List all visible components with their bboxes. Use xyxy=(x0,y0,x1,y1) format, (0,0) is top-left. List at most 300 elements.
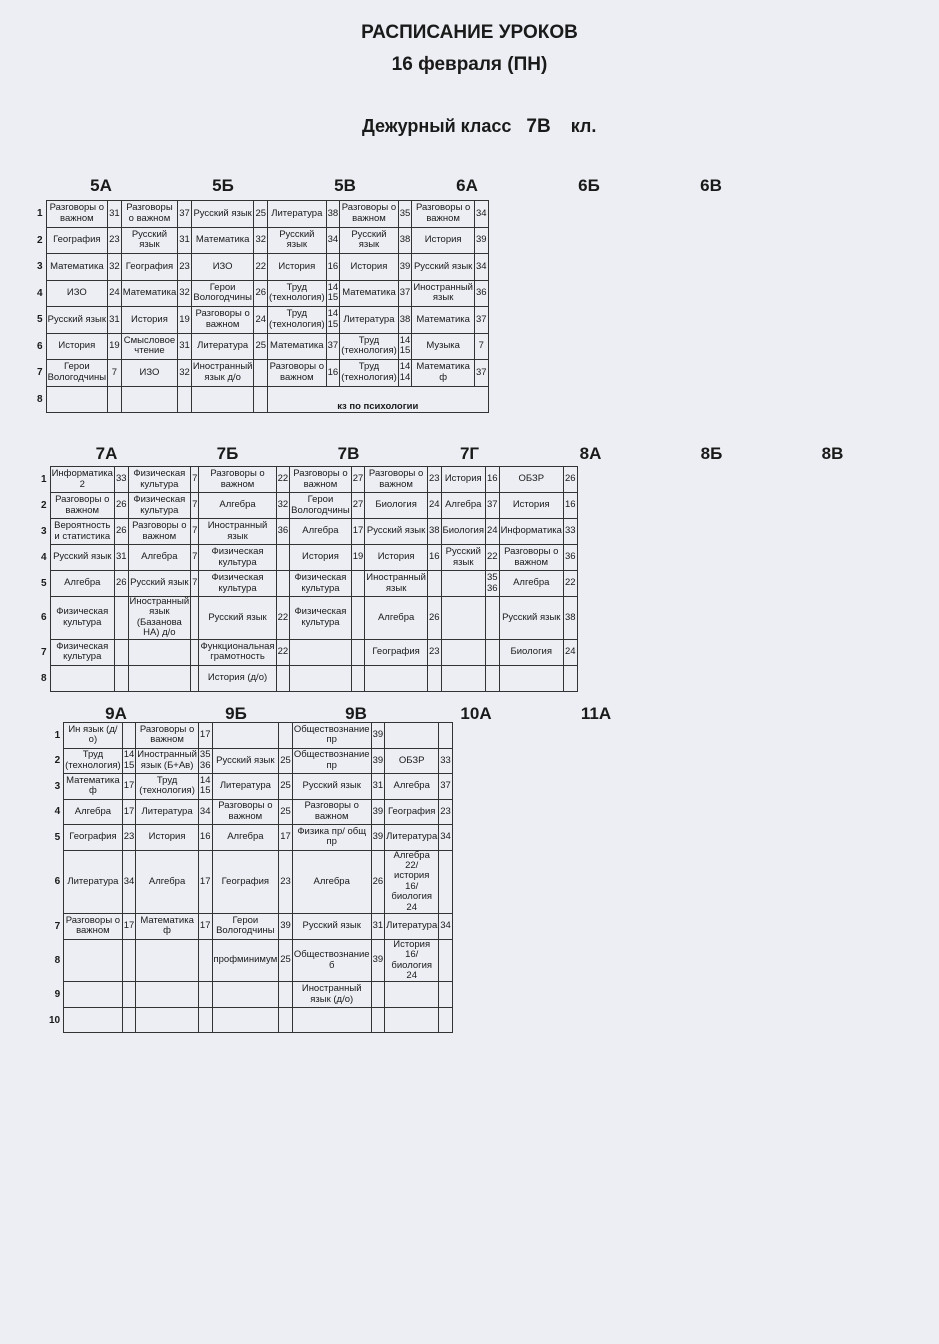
subject-cell: История xyxy=(499,493,563,519)
subject-cell xyxy=(136,982,199,1008)
subject-cell: Герои Вологодчины xyxy=(191,280,254,307)
room-cell xyxy=(351,571,365,597)
room-cell: 39 xyxy=(371,825,385,851)
room-cell: 34 xyxy=(439,825,453,851)
lesson-number: 3 xyxy=(48,774,64,800)
room-cell xyxy=(427,665,441,691)
subject-cell: ОБЗР xyxy=(499,467,563,493)
subject-cell: Герои Вологодчины xyxy=(46,360,108,387)
room-cell: 35 xyxy=(398,201,412,228)
room-cell: 22 xyxy=(485,545,499,571)
subject-cell: Разговоры о важном xyxy=(365,467,428,493)
room-cell: 38 xyxy=(326,201,340,228)
room-cell xyxy=(279,1007,293,1033)
room-cell: 39 xyxy=(371,799,385,825)
subject-cell: Обществознание б xyxy=(292,939,371,982)
subject-cell: Иностранный язык xyxy=(199,519,276,545)
lesson-number: 3 xyxy=(40,519,50,545)
subject-cell: История xyxy=(290,545,352,571)
room-cell: 32 xyxy=(276,493,290,519)
lesson-row xyxy=(40,519,577,545)
room-cell xyxy=(439,982,453,1008)
room-cell: 25 xyxy=(254,201,268,228)
room-cell: 16 xyxy=(563,493,577,519)
subject-cell xyxy=(136,939,199,982)
room-cell xyxy=(439,1007,453,1033)
subject-cell: География xyxy=(212,850,279,914)
room-cell: 31 xyxy=(178,227,192,254)
room-cell: 27 xyxy=(351,493,365,519)
subject-cell: Литература xyxy=(191,333,254,360)
room-cell: 34 xyxy=(198,799,212,825)
room-cell xyxy=(191,597,199,640)
lesson-row xyxy=(40,571,577,597)
subject-cell: Иностранный язык xyxy=(365,571,428,597)
subject-cell: Русский язык xyxy=(121,227,178,254)
room-cell xyxy=(485,597,499,640)
subject-cell: Физическая культура xyxy=(290,571,352,597)
subject-cell: География xyxy=(64,825,123,851)
lesson-row xyxy=(36,201,488,228)
room-cell xyxy=(122,723,136,749)
room-cell: 22 xyxy=(563,571,577,597)
room-cell: 17 xyxy=(122,774,136,800)
subject-cell: Физическая культура xyxy=(290,597,352,640)
lesson-row xyxy=(48,1007,452,1033)
room-cell: 31 xyxy=(108,201,122,228)
subject-cell: Музыка xyxy=(412,333,475,360)
subject-cell: Русский язык xyxy=(292,774,371,800)
room-cell: 26 xyxy=(254,280,268,307)
subject-cell: Вероятность и статистика xyxy=(50,519,114,545)
room-cell: 39 xyxy=(371,723,385,749)
lesson-number: 2 xyxy=(40,493,50,519)
class-header: 8В xyxy=(821,444,844,463)
subject-cell: История xyxy=(136,825,199,851)
subject-cell: Русский язык xyxy=(412,254,475,281)
room-cell: 26 xyxy=(427,597,441,640)
room-cell: 17 xyxy=(198,850,212,914)
subject-cell: Математика xyxy=(412,307,475,334)
subject-cell: История xyxy=(121,307,178,334)
room-cell: 24 xyxy=(108,280,122,307)
room-cell: 16 xyxy=(427,545,441,571)
duty-class-line xyxy=(362,116,596,138)
subject-cell: Разговоры о важном xyxy=(340,201,399,228)
room-cell xyxy=(351,639,365,665)
subject-cell: Обществознание пр xyxy=(292,748,371,774)
subject-cell: Русский язык xyxy=(50,545,114,571)
room-cell: 39 xyxy=(371,939,385,982)
subject-cell xyxy=(385,982,439,1008)
room-cell: 33 xyxy=(114,467,128,493)
subject-cell: Алгебра xyxy=(64,799,123,825)
room-cell xyxy=(122,982,136,1008)
subject-cell: ИЗО xyxy=(46,280,108,307)
room-cell xyxy=(279,982,293,1008)
room-cell xyxy=(178,386,192,413)
subject-cell: Физическая культура xyxy=(128,467,191,493)
subject-cell: Литература xyxy=(212,774,279,800)
class-header: 5А xyxy=(90,176,112,195)
room-cell: 38 xyxy=(427,519,441,545)
subject-cell: ИЗО xyxy=(121,360,178,387)
subject-cell: География xyxy=(385,799,439,825)
subject-cell xyxy=(441,571,485,597)
lesson-number: 3 xyxy=(36,254,46,281)
class-header: 7А xyxy=(95,444,118,463)
room-cell: 34 xyxy=(326,227,340,254)
subject-cell: Математика xyxy=(191,227,254,254)
room-cell: 7 xyxy=(191,519,199,545)
subject-cell: Физическая культура xyxy=(199,545,276,571)
subject-cell xyxy=(441,665,485,691)
room-cell: 14 15 xyxy=(326,280,340,307)
class-header: 7Г xyxy=(459,444,480,463)
lesson-row xyxy=(36,254,488,281)
room-cell: 24 xyxy=(254,307,268,334)
duty-label: Дежурный класс xyxy=(362,116,512,136)
room-cell: 17 xyxy=(279,825,293,851)
lesson-row xyxy=(48,939,452,982)
subject-cell: Математика xyxy=(46,254,108,281)
subject-cell: Алгебра xyxy=(136,850,199,914)
subject-cell: Русский язык xyxy=(128,571,191,597)
subject-cell: Ин язык (д/о) xyxy=(64,723,123,749)
room-cell: 7 xyxy=(191,571,199,597)
room-cell: 37 xyxy=(398,280,412,307)
room-cell xyxy=(351,665,365,691)
room-cell: 31 xyxy=(371,914,385,940)
class-header: 11А xyxy=(580,704,612,723)
room-cell: 24 xyxy=(427,493,441,519)
room-cell: 35 36 xyxy=(485,571,499,597)
subject-cell: Алгебра xyxy=(50,571,114,597)
subject-cell: Литература xyxy=(385,914,439,940)
room-cell: 16 xyxy=(326,254,340,281)
room-cell xyxy=(351,597,365,640)
room-cell: 32 xyxy=(178,360,192,387)
subject-cell: Алгебра xyxy=(499,571,563,597)
subject-cell: Физическая культура xyxy=(128,493,191,519)
room-cell xyxy=(276,665,290,691)
room-cell: 34 xyxy=(474,254,488,281)
subject-cell: Алгебра xyxy=(292,850,371,914)
subject-cell xyxy=(128,665,191,691)
subject-cell: Алгебра xyxy=(212,825,279,851)
room-cell xyxy=(439,939,453,982)
lesson-number: 10 xyxy=(48,1007,64,1033)
lesson-number: 5 xyxy=(48,825,64,851)
subject-cell: Разговоры о важном xyxy=(268,360,327,387)
subject-cell: Труд (технология) xyxy=(136,774,199,800)
room-cell: 39 xyxy=(371,748,385,774)
subject-cell: Алгебра xyxy=(128,545,191,571)
subject-cell: Русский язык xyxy=(212,748,279,774)
lesson-number: 8 xyxy=(36,386,46,413)
room-cell xyxy=(198,1007,212,1033)
lesson-number: 7 xyxy=(40,639,50,665)
subject-cell: Русский язык xyxy=(365,519,428,545)
room-cell: 16 xyxy=(198,825,212,851)
room-cell: 23 xyxy=(439,799,453,825)
lesson-row xyxy=(48,774,452,800)
room-cell: 14 15 xyxy=(122,748,136,774)
room-cell: 34 xyxy=(122,850,136,914)
lesson-number: 2 xyxy=(48,748,64,774)
room-cell: 22 xyxy=(276,639,290,665)
subject-cell: Иностранный язык д/о xyxy=(191,360,254,387)
room-cell: 24 xyxy=(563,639,577,665)
room-cell xyxy=(563,665,577,691)
subject-cell: Труд (технология) xyxy=(340,360,399,387)
subject-cell: Русский язык xyxy=(340,227,399,254)
room-cell xyxy=(114,639,128,665)
subject-cell: История xyxy=(46,333,108,360)
room-cell: 25 xyxy=(254,333,268,360)
subject-cell: Русский язык xyxy=(268,227,327,254)
subject-cell: Функциональная грамотность xyxy=(199,639,276,665)
lesson-number: 6 xyxy=(48,850,64,914)
lesson-number: 6 xyxy=(36,333,46,360)
room-cell: 31 xyxy=(371,774,385,800)
lesson-number: 7 xyxy=(48,914,64,940)
lesson-row xyxy=(40,597,577,640)
subject-cell: Разговоры о важном xyxy=(199,467,276,493)
subject-cell: Разговоры о важном xyxy=(191,307,254,334)
lesson-row xyxy=(48,914,452,940)
room-cell xyxy=(485,665,499,691)
room-cell: 25 xyxy=(279,939,293,982)
subject-cell xyxy=(121,386,178,413)
room-cell: 14 15 xyxy=(398,333,412,360)
subject-cell xyxy=(136,1007,199,1033)
subject-cell: Разговоры о важном xyxy=(121,201,178,228)
subject-cell: Математика ф xyxy=(412,360,475,387)
lesson-row xyxy=(36,227,488,254)
room-cell: 7 xyxy=(191,545,199,571)
subject-cell: Русский язык xyxy=(441,545,485,571)
schedule-table xyxy=(48,722,453,1033)
subject-cell: Разговоры о важном xyxy=(50,493,114,519)
subject-cell: Русский язык xyxy=(499,597,563,640)
subject-cell: География xyxy=(46,227,108,254)
room-cell: 23 xyxy=(108,227,122,254)
subject-cell: Разговоры о важном xyxy=(499,545,563,571)
subject-cell xyxy=(499,665,563,691)
room-cell: 22 xyxy=(254,254,268,281)
room-cell xyxy=(371,982,385,1008)
room-cell xyxy=(254,386,268,413)
lesson-number: 1 xyxy=(48,723,64,749)
lesson-row xyxy=(48,799,452,825)
lesson-row xyxy=(48,825,452,851)
subject-cell xyxy=(191,386,254,413)
subject-cell xyxy=(64,982,123,1008)
subject-cell: Обществознание пр xyxy=(292,723,371,749)
room-cell: 14 14 xyxy=(398,360,412,387)
room-cell: 36 xyxy=(474,280,488,307)
room-cell: 31 xyxy=(178,333,192,360)
room-cell: 31 xyxy=(108,307,122,334)
room-cell: 19 xyxy=(178,307,192,334)
room-cell: 23 xyxy=(178,254,192,281)
subject-cell: Герои Вологодчины xyxy=(290,493,352,519)
subject-cell: История (д/о) xyxy=(199,665,276,691)
subject-cell xyxy=(212,1007,279,1033)
room-cell: 26 xyxy=(371,850,385,914)
room-cell: 23 xyxy=(427,467,441,493)
room-cell: 26 xyxy=(114,519,128,545)
room-cell: 25 xyxy=(279,799,293,825)
subject-cell: Разговоры о важном xyxy=(290,467,352,493)
subject-cell xyxy=(212,723,279,749)
room-cell: 31 xyxy=(114,545,128,571)
schedule-date: 16 февраля (ПН) xyxy=(391,54,548,75)
subject-cell: Русский язык xyxy=(292,914,371,940)
subject-cell: Иностранный язык (Базанова НА) д/о xyxy=(129,596,190,639)
lesson-row xyxy=(40,493,577,519)
room-cell: 17 xyxy=(122,799,136,825)
lesson-number: 1 xyxy=(40,467,50,493)
subject-cell: Иностранный язык (д/о) xyxy=(292,982,371,1008)
subject-cell xyxy=(64,1007,123,1033)
subject-cell: История xyxy=(365,545,428,571)
subject-cell: Алгебра xyxy=(385,774,439,800)
subject-cell: История xyxy=(268,254,327,281)
subject-cell: Русский язык xyxy=(191,201,254,228)
subject-cell: Биология xyxy=(499,639,563,665)
subject-cell: Труд (технология) xyxy=(268,307,327,334)
room-cell: 26 xyxy=(563,467,577,493)
subject-cell: Разговоры о важном xyxy=(292,799,371,825)
room-cell: 39 xyxy=(279,914,293,940)
room-cell: 17 xyxy=(122,914,136,940)
room-cell: 7 xyxy=(474,333,488,360)
lesson-row xyxy=(40,467,577,493)
subject-cell: Русский язык xyxy=(199,597,276,640)
subject-cell: Разговоры о важном xyxy=(212,799,279,825)
schedule-note: кз по психологии xyxy=(268,386,489,413)
room-cell: 7 xyxy=(191,467,199,493)
room-cell xyxy=(114,665,128,691)
room-cell: 33 xyxy=(563,519,577,545)
lesson-row xyxy=(48,982,452,1008)
room-cell xyxy=(198,939,212,982)
subject-cell: Математика xyxy=(268,333,327,360)
subject-cell: Физическая культура xyxy=(199,571,276,597)
lesson-row xyxy=(48,850,452,914)
room-cell xyxy=(191,639,199,665)
class-header: 5Б xyxy=(212,176,234,195)
lesson-row xyxy=(40,545,577,571)
subject-cell xyxy=(365,665,428,691)
subject-cell: Математика xyxy=(121,280,178,307)
room-cell: 38 xyxy=(563,597,577,640)
subject-cell xyxy=(441,597,485,640)
subject-cell: профминимум xyxy=(212,939,279,982)
room-cell: 7 xyxy=(191,493,199,519)
room-cell: 19 xyxy=(108,333,122,360)
room-cell: 32 xyxy=(254,227,268,254)
subject-cell: География xyxy=(121,254,178,281)
room-cell: 24 xyxy=(485,519,499,545)
class-header: 8Б xyxy=(700,444,723,463)
lesson-row xyxy=(36,280,488,307)
lesson-row xyxy=(48,723,452,749)
subject-cell xyxy=(385,723,439,749)
lesson-number: 1 xyxy=(36,201,46,228)
room-cell xyxy=(191,665,199,691)
lesson-number: 5 xyxy=(40,571,50,597)
room-cell: 14 15 xyxy=(326,307,340,334)
lesson-number: 7 xyxy=(36,360,46,387)
subject-cell: Математика xyxy=(340,280,399,307)
room-cell: 22 xyxy=(276,467,290,493)
subject-cell: Герои Вологодчины xyxy=(212,914,279,940)
room-cell: 39 xyxy=(474,227,488,254)
room-cell: 26 xyxy=(114,493,128,519)
room-cell: 37 xyxy=(474,307,488,334)
room-cell: 14 15 xyxy=(198,774,212,800)
subject-cell: ОБЗР xyxy=(385,748,439,774)
subject-cell: Смысловое чтение xyxy=(121,333,178,360)
subject-cell xyxy=(385,1007,439,1033)
room-cell: 32 xyxy=(178,280,192,307)
subject-cell: Разговоры о важном xyxy=(64,914,123,940)
room-cell: 32 xyxy=(108,254,122,281)
subject-cell: История xyxy=(340,254,399,281)
room-cell: 37 xyxy=(474,360,488,387)
subject-cell: Физическая культура xyxy=(50,597,114,640)
lesson-number: 4 xyxy=(40,545,50,571)
subject-cell: Литература xyxy=(136,799,199,825)
lesson-row xyxy=(36,307,488,334)
room-cell xyxy=(439,723,453,749)
subject-cell: Физика пр/ общ пр xyxy=(292,825,371,851)
room-cell: 23 xyxy=(122,825,136,851)
subject-cell: Алгебра xyxy=(290,519,352,545)
room-cell: 38 xyxy=(398,227,412,254)
room-cell: 17 xyxy=(198,723,212,749)
room-cell: 23 xyxy=(279,850,293,914)
room-cell xyxy=(485,639,499,665)
lesson-number: 4 xyxy=(48,799,64,825)
subject-cell: Разговоры о важном xyxy=(136,723,199,749)
lesson-number: 2 xyxy=(36,227,46,254)
lesson-row xyxy=(36,333,488,360)
class-header: 6А xyxy=(456,176,478,195)
room-cell: 36 xyxy=(276,519,290,545)
subject-cell: Физическая культура xyxy=(50,639,114,665)
duty-suffix: кл. xyxy=(570,116,597,136)
subject-cell xyxy=(290,665,352,691)
subject-cell: Иностранный язык xyxy=(412,280,475,307)
lesson-number: 4 xyxy=(36,280,46,307)
subject-cell: Русский язык xyxy=(46,307,108,334)
subject-cell xyxy=(290,639,352,665)
subject-cell xyxy=(50,665,114,691)
room-cell xyxy=(122,939,136,982)
room-cell xyxy=(254,360,268,387)
room-cell: 17 xyxy=(198,914,212,940)
subject-cell: Литература xyxy=(385,825,439,851)
room-cell: 25 xyxy=(279,748,293,774)
subject-cell xyxy=(46,386,108,413)
subject-cell: Математика ф xyxy=(64,774,123,800)
class-header: 8А xyxy=(579,444,602,463)
subject-cell xyxy=(64,939,123,982)
